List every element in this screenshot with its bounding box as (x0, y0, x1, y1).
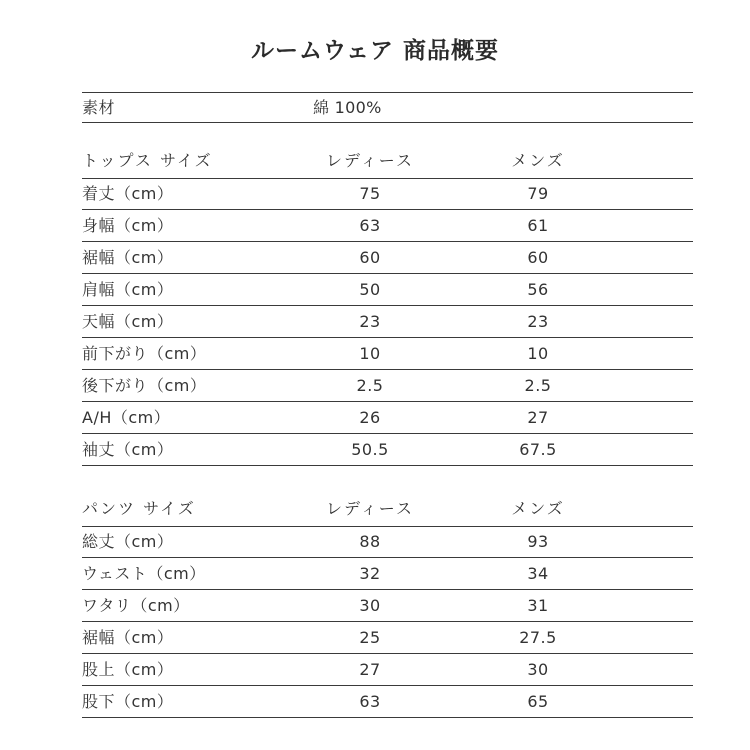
page-title: ルームウェア 商品概要 (250, 38, 500, 64)
pants-row-mens: 30 (527, 660, 549, 679)
pants-row-mens: 34 (527, 564, 549, 583)
tops-row-ladies: 63 (359, 216, 381, 235)
material-value: 綿 100% (313, 98, 382, 117)
tops-row-mens: 2.5 (524, 376, 552, 395)
tops-row-label: 後下がり（cm） (82, 376, 207, 395)
tops-row-ladies: 50 (359, 280, 381, 299)
pants-bottom-divider (82, 717, 693, 718)
tops-row-label: 前下がり（cm） (82, 344, 207, 363)
tops-row-mens: 61 (527, 216, 549, 235)
pants-row-ladies: 32 (359, 564, 381, 583)
pants-row-ladies: 30 (359, 596, 381, 615)
tops-row-mens: 23 (527, 312, 549, 331)
tops-row-divider (82, 209, 693, 210)
pants-row-ladies: 63 (359, 692, 381, 711)
tops-row-label: 身幅（cm） (82, 216, 174, 235)
tops-row-ladies: 75 (359, 184, 381, 203)
pants-row-divider (82, 685, 693, 686)
tops-bottom-divider (82, 465, 693, 466)
pants-row-mens: 31 (527, 596, 549, 615)
pants-row-ladies: 88 (359, 532, 381, 551)
tops-row-divider (82, 337, 693, 338)
pants-row-divider (82, 653, 693, 654)
tops-row-ladies: 23 (359, 312, 381, 331)
tops-header-divider (82, 178, 693, 179)
pants-row-label: ウェスト（cm） (82, 564, 206, 583)
pants-header-mens: メンズ (511, 499, 565, 518)
tops-row-divider (82, 273, 693, 274)
material-label: 素材 (82, 98, 116, 117)
tops-row-label: 肩幅（cm） (82, 280, 174, 299)
pants-header-label: パンツ サイズ (82, 499, 196, 518)
pants-row-label: 股上（cm） (82, 660, 174, 679)
tops-row-label: 袖丈（cm） (82, 440, 174, 459)
tops-row-ladies: 2.5 (356, 376, 384, 395)
tops-row-ladies: 60 (359, 248, 381, 267)
tops-header-ladies: レディース (326, 151, 414, 170)
tops-row-ladies: 26 (359, 408, 381, 427)
material-bottom-divider (82, 122, 693, 123)
pants-row-label: 総丈（cm） (82, 532, 174, 551)
pants-row-ladies: 27 (359, 660, 381, 679)
tops-row-label: A/H（cm） (82, 408, 171, 427)
pants-header-divider (82, 526, 693, 527)
material-top-divider (82, 92, 693, 93)
tops-row-label: 裾幅（cm） (82, 248, 174, 267)
tops-row-mens: 10 (527, 344, 549, 363)
pants-row-ladies: 25 (359, 628, 381, 647)
pants-row-mens: 27.5 (519, 628, 557, 647)
tops-row-ladies: 50.5 (351, 440, 389, 459)
tops-row-mens: 67.5 (519, 440, 557, 459)
pants-row-label: 裾幅（cm） (82, 628, 174, 647)
tops-row-divider (82, 433, 693, 434)
pants-row-label: 股下（cm） (82, 692, 174, 711)
tops-row-label: 着丈（cm） (82, 184, 174, 203)
pants-header-ladies: レディース (326, 499, 414, 518)
tops-header-mens: メンズ (511, 151, 565, 170)
tops-row-divider (82, 369, 693, 370)
tops-row-divider (82, 305, 693, 306)
pants-row-divider (82, 621, 693, 622)
pants-row-mens: 93 (527, 532, 549, 551)
pants-row-divider (82, 589, 693, 590)
tops-row-mens: 60 (527, 248, 549, 267)
tops-row-mens: 27 (527, 408, 549, 427)
pants-row-divider (82, 557, 693, 558)
pants-row-mens: 65 (527, 692, 549, 711)
tops-row-mens: 56 (527, 280, 549, 299)
pants-row-label: ワタリ（cm） (82, 596, 190, 615)
tops-header-label: トップス サイズ (82, 151, 213, 170)
tops-row-divider (82, 241, 693, 242)
tops-row-mens: 79 (527, 184, 549, 203)
tops-row-ladies: 10 (359, 344, 381, 363)
tops-row-divider (82, 401, 693, 402)
tops-row-label: 天幅（cm） (82, 312, 174, 331)
